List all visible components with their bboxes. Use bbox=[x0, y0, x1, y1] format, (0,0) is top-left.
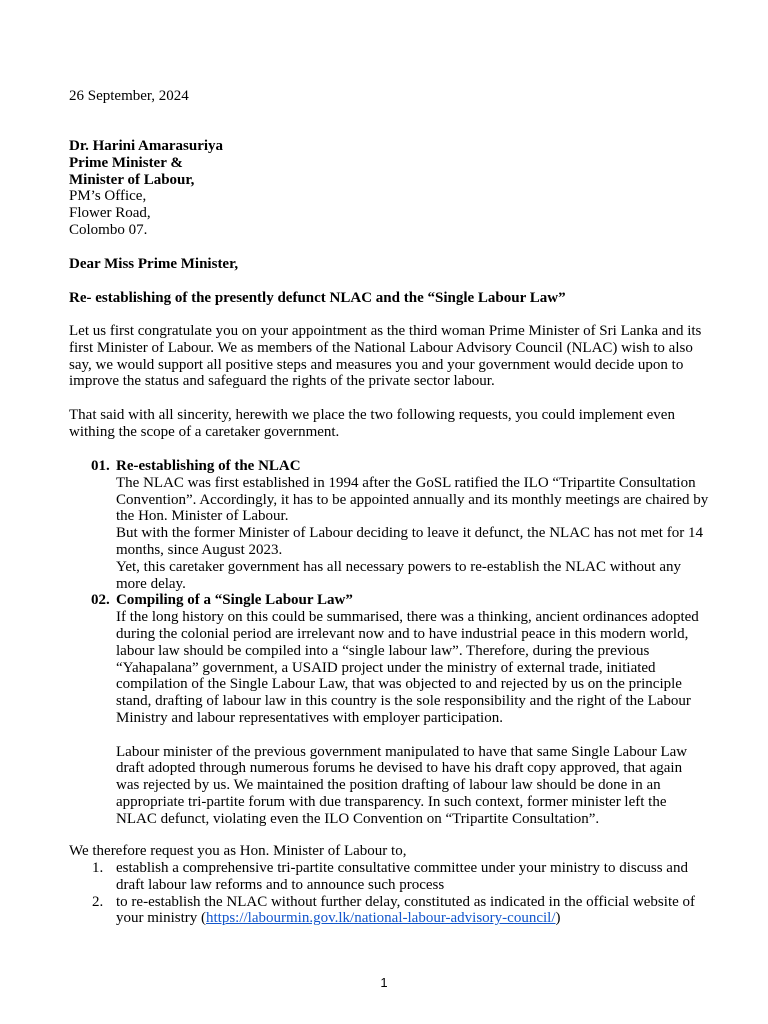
request-number: 01. bbox=[91, 458, 110, 474]
request-paragraph: But with the former Minister of Labour deciding to leave it defunct, the NLAC has not met for 14 months, since August 2023. bbox=[116, 525, 703, 558]
recipient-title: Prime Minister & bbox=[69, 154, 183, 171]
request-paragraph: Yet, this caretaker government has all necessary powers to re-establish the NLAC without any more delay. bbox=[116, 558, 681, 592]
recipient-office: PM’s Office, bbox=[69, 188, 147, 205]
request-heading: Compiling of a “Single Labour Law” bbox=[116, 592, 353, 609]
request-paragraph: The NLAC was first established in 1994 after the GoSL ratified the ILO “Tripartite Consultation Convention”. Accordingly, it has to be appointed annually and its monthly meetings are chaired by the Hon. Minister of Labour. bbox=[116, 474, 709, 525]
requests-list bbox=[69, 458, 709, 828]
action-item-nlac bbox=[69, 894, 709, 928]
action-text: establish a comprehensive tri-partite consultative committee under your ministry to discuss and draft labour law reforms and to announce such process bbox=[116, 860, 688, 893]
ministry-website-link[interactable]: https://labourmin.gov.lk/national-labour-advisory-council/ bbox=[206, 910, 556, 927]
request-intro: We therefore request you as Hon. Minister of Labour to, bbox=[69, 843, 407, 859]
action-item-committee bbox=[69, 860, 709, 894]
request-paragraph: Labour minister of the previous government manipulated to have that same Single Labour Law draft adopted through numerous forums he devised to have his draft copy approved, that again was rejected by us. We maintained the position drafting of labour law should be done in an appropriate tri-partite forum with due transparency. In such context, former minister left the NLAC defunct, violating even the ILO Convention on “Tripartite Consultation”. bbox=[116, 743, 688, 827]
request-heading: Re-establishing of the NLAC bbox=[116, 458, 301, 474]
recipient-name: Dr. Harini Amarasuriya bbox=[69, 138, 224, 154]
actions-list bbox=[69, 860, 709, 927]
request-item-nlac bbox=[69, 458, 709, 592]
action-text: to re-establish the NLAC without further delay, constituted as indicated in the official website of your ministry ( bbox=[116, 893, 696, 927]
body-paragraph-1: Let us first congratulate you on your appointment as the third woman Prime Minister of Sri Lanka and its first Minister of Labour. We as members of the National Labour Advisory Council (NLAC) wish to also say, we would support all positive steps and measures you and your government would decide upon to improve the status and safeguard the rights of the private sector labour. bbox=[69, 323, 702, 390]
action-number: 1. bbox=[92, 860, 104, 876]
body-paragraph-2: That said with all sincerity, herewith we place the two following requests, you could implement even withing the scope of a caretaker government. bbox=[69, 407, 675, 440]
action-number: 2. bbox=[92, 893, 104, 910]
letter-subject: Re- establishing of the presently defunct NLAC and the “Single Labour Law” bbox=[69, 290, 566, 306]
request-number: 02. bbox=[91, 592, 110, 609]
salutation: Dear Miss Prime Minister, bbox=[69, 256, 239, 272]
recipient-address bbox=[69, 138, 709, 239]
letter-date: 26 September, 2024 bbox=[69, 88, 189, 104]
request-paragraph: If the long history on this could be summarised, there was a thinking, ancient ordinances adopted during the colonial period are irrelevant now and to have industrial peace in this modern world, labour law should be compiled into a “single labour law”. Therefore, during the previous “Yahapalana” government, a USAID project under the ministry of external trade, initiated compilation of the Single Labour Law, that was objected to and rejected by us on the principle stand, drafting of labour law in this country is the sole responsibility and the right of the Labour Ministry and labour representatives with employer participation. bbox=[116, 609, 699, 726]
recipient-title-2: Minister of Labour, bbox=[69, 171, 195, 188]
request-item-single-labour-law bbox=[69, 592, 709, 827]
page-number: 1 bbox=[380, 975, 388, 990]
recipient-street: Flower Road, bbox=[69, 205, 151, 222]
action-text-end: ) bbox=[555, 910, 561, 927]
recipient-city: Colombo 07. bbox=[69, 221, 148, 238]
